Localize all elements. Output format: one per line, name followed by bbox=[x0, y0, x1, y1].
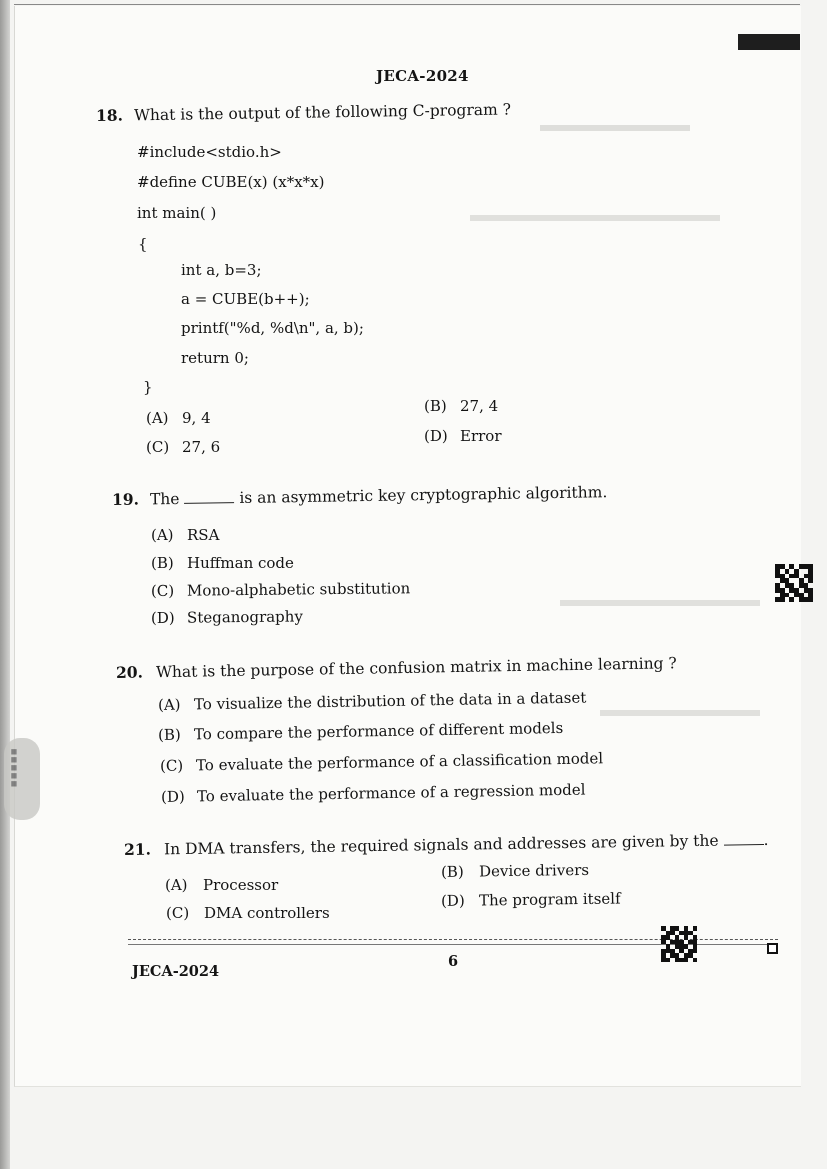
code-line: int main( ) bbox=[137, 204, 217, 222]
option-text: To visualize the distribution of the data in a dataset bbox=[193, 688, 587, 714]
option-label: (A) bbox=[157, 695, 181, 714]
option-text: Error bbox=[460, 427, 502, 445]
option-a[interactable] bbox=[165, 876, 278, 894]
option-text: The program itself bbox=[478, 889, 621, 910]
option-d[interactable] bbox=[424, 427, 502, 445]
option-label: (C) bbox=[146, 438, 170, 456]
option-label: (B) bbox=[440, 862, 464, 881]
page-number: 6 bbox=[448, 953, 459, 970]
code-line: #include<stdio.h> bbox=[137, 143, 282, 161]
question-text-end: is an asymmetric key cryptographic algorithm. bbox=[239, 483, 608, 507]
option-b[interactable] bbox=[151, 554, 294, 572]
page-top-edge bbox=[14, 4, 800, 5]
qr-code-icon bbox=[661, 926, 697, 962]
question-text: In DMA transfers, the required signals and addresses are given by the bbox=[163, 831, 719, 859]
option-text: 27, 4 bbox=[460, 397, 499, 415]
option-label: (C) bbox=[166, 904, 190, 922]
bleed-through-mark bbox=[540, 125, 690, 131]
corner-square-icon bbox=[767, 943, 778, 954]
side-sticker: ■■■■■ bbox=[4, 738, 40, 820]
option-label: (A) bbox=[165, 876, 188, 894]
option-c[interactable] bbox=[146, 438, 220, 456]
option-a[interactable] bbox=[146, 409, 211, 427]
option-d[interactable] bbox=[441, 889, 621, 910]
option-text: Mono-alphabetic substitution bbox=[186, 579, 411, 600]
page-title: JECA-2024 bbox=[376, 67, 469, 85]
footer-exam-code: JECA-2024 bbox=[132, 963, 220, 980]
option-text: Device drivers bbox=[478, 860, 590, 881]
code-line: a = CUBE(b++); bbox=[181, 290, 310, 308]
option-text: Steganography bbox=[186, 607, 303, 627]
option-label: (D) bbox=[160, 787, 185, 806]
option-label: (C) bbox=[150, 581, 175, 600]
code-line: printf("%d, %d\n", a, b); bbox=[181, 319, 364, 337]
question-number: 18. bbox=[95, 105, 124, 125]
question-text-start: The bbox=[149, 489, 180, 509]
option-text: RSA bbox=[187, 526, 220, 544]
option-label: (A) bbox=[146, 409, 169, 427]
option-text: DMA controllers bbox=[204, 904, 330, 922]
option-label: (A) bbox=[151, 526, 174, 544]
qr-code-icon bbox=[775, 564, 813, 602]
question-21: 21. In DMA transfers, the required signals and addresses are given by the . bbox=[123, 830, 769, 859]
code-line: } bbox=[143, 378, 153, 396]
code-line: int a, b=3; bbox=[181, 261, 262, 279]
option-b[interactable] bbox=[441, 861, 589, 881]
option-label: (D) bbox=[440, 891, 465, 910]
option-text: Huffman code bbox=[187, 554, 294, 572]
question-text: What is the output of the following C-program ? bbox=[133, 100, 512, 125]
answer-blank bbox=[724, 843, 764, 846]
bleed-through-mark bbox=[600, 710, 760, 716]
corner-marker bbox=[738, 34, 800, 50]
option-text: 27, 6 bbox=[182, 438, 221, 456]
option-label: (D) bbox=[150, 608, 175, 627]
code-line: { bbox=[138, 235, 148, 253]
scan-left-edge bbox=[0, 0, 10, 1169]
option-c[interactable] bbox=[166, 904, 330, 922]
code-line: return 0; bbox=[181, 349, 249, 367]
option-a[interactable] bbox=[151, 526, 219, 544]
bleed-through-mark bbox=[470, 215, 720, 221]
option-text: To compare the performance of different models bbox=[193, 718, 564, 744]
option-text: Processor bbox=[203, 876, 279, 894]
option-d[interactable] bbox=[151, 607, 303, 627]
exam-page bbox=[14, 6, 801, 1087]
option-label: (B) bbox=[151, 554, 174, 572]
option-label: (D) bbox=[424, 427, 448, 445]
bleed-through-mark bbox=[560, 600, 760, 606]
option-c[interactable] bbox=[151, 579, 410, 600]
option-text: 9, 4 bbox=[182, 409, 211, 427]
option-b[interactable] bbox=[424, 397, 498, 415]
option-label: (B) bbox=[157, 725, 181, 744]
question-text: What is the purpose of the confusion matrix in machine learning ? bbox=[155, 654, 677, 682]
option-label: (B) bbox=[424, 397, 447, 415]
option-text: To evaluate the performance of a regression model bbox=[196, 780, 586, 806]
option-text: To evaluate the performance of a classification model bbox=[195, 749, 604, 775]
code-line: #define CUBE(x) (x*x*x) bbox=[137, 173, 325, 191]
option-label: (C) bbox=[159, 756, 184, 775]
question-number: 20. bbox=[115, 662, 144, 682]
answer-blank bbox=[184, 501, 234, 504]
question-number: 21. bbox=[123, 839, 152, 859]
question-number: 19. bbox=[111, 489, 140, 509]
